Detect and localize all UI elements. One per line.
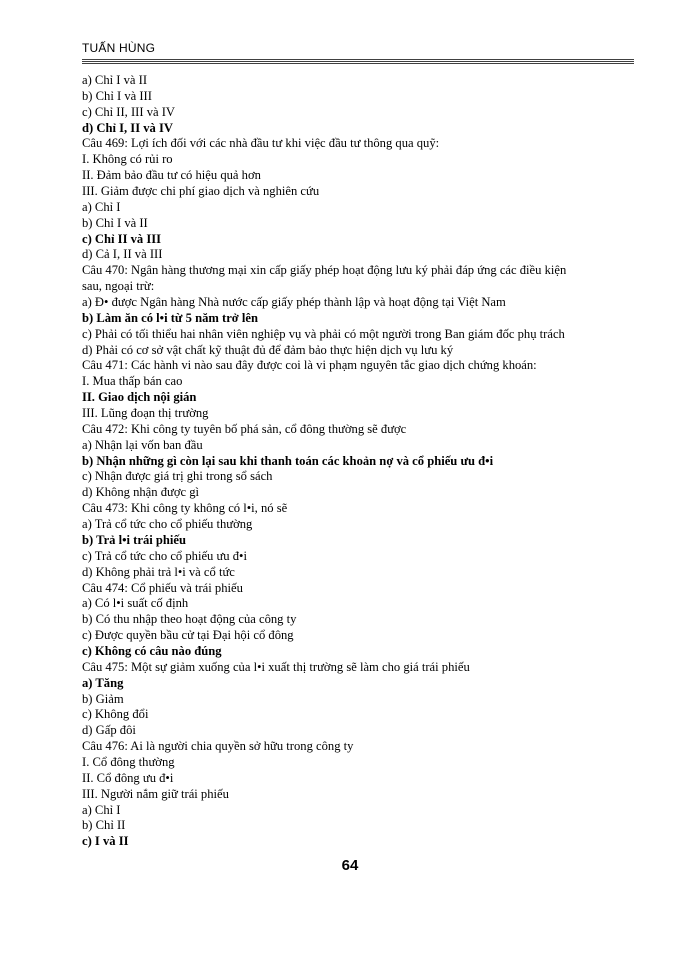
text-line: b) Chỉ I và II — [82, 215, 148, 230]
text-line: Câu 473: Khi công ty không có l•i, nó sẽ — [82, 501, 288, 516]
text-line: I. Mua thấp bán cao — [82, 374, 183, 389]
text-line: a) Chỉ I và II — [82, 73, 148, 87]
text-line: sau, ngoại trừ: — [82, 279, 155, 294]
text-line: a) Chỉ I — [82, 199, 121, 214]
text-line: b) Giảm — [82, 691, 124, 706]
text-line: b) Chỉ II — [82, 818, 126, 833]
text-line: Câu 474: Cổ phiếu và trái phiếu — [82, 580, 243, 595]
answer-line-correct: II. Giao dịch nội gián — [82, 390, 197, 405]
header-rule — [82, 59, 634, 65]
text-line: a) Chỉ I — [82, 802, 121, 817]
text-line: b) Chỉ I và III — [82, 88, 152, 103]
text-line: c) Chỉ II, III và IV — [82, 104, 176, 119]
text-line: a) Trả cổ tức cho cổ phiếu thường — [82, 517, 253, 532]
answer-line-correct: b) Trả l•i trái phiếu — [82, 532, 187, 547]
text-line: Câu 471: Các hành vi nào sau đây được coi là vi phạm nguyên tắc giao dịch chứng khoán: — [82, 358, 537, 373]
page-number: 64 — [341, 857, 359, 874]
document-body — [82, 73, 642, 850]
text-line: c) Phải có tối thiểu hai nhân viên nghiệp vụ và phải có một người trong Ban giám đốc phụ trách — [82, 326, 565, 341]
text-line: c) Nhận được giá trị ghi trong sổ sách — [82, 469, 273, 484]
text-line: Câu 472: Khi công ty tuyên bố phá sản, cổ đông thường sẽ được — [82, 421, 407, 436]
answer-line-correct: c) Không có câu nào đúng — [82, 643, 222, 658]
answer-line-correct: d) Chỉ I, II và IV — [82, 120, 173, 135]
text-line: Câu 476: Ai là người chia quyền sở hữu trong công ty — [82, 739, 354, 754]
text-line: II. Cổ đông ưu đ•i — [82, 770, 174, 785]
text-line: Câu 475: Một sự giảm xuống của l•i xuất thị trường sẽ làm cho giá trái phiếu — [82, 659, 470, 674]
text-line: III. Giảm được chi phí giao dịch và nghiên cứu — [82, 184, 320, 199]
answer-line-correct: c) Chỉ II và III — [82, 231, 162, 246]
text-line: c) Không đổi — [82, 707, 149, 722]
text-line: a) Đ• được Ngân hàng Nhà nước cấp giấy phép thành lập và hoạt động tại Việt Nam — [82, 295, 506, 310]
text-line: a) Nhận lại vốn ban đầu — [82, 437, 203, 452]
answer-line-correct: a) Tăng — [82, 675, 124, 690]
text-line: I. Cổ đông thường — [82, 754, 175, 769]
text-line: III. Lũng đoạn thị trường — [82, 406, 209, 421]
text-line: Câu 470: Ngân hàng thương mại xin cấp giấy phép hoạt động lưu ký phải đáp ứng các điều kiện — [82, 263, 567, 278]
text-line: I. Không có rủi ro — [82, 152, 173, 167]
text-line: d) Cả I, II và III — [82, 247, 163, 262]
text-line: c) Trả cổ tức cho cổ phiếu ưu đ•i — [82, 548, 247, 563]
text-line: d) Phải có cơ sở vật chất kỹ thuật đủ để đảm bảo thực hiện dịch vụ lưu ký — [82, 342, 454, 357]
text-line: d) Không nhận được gì — [82, 485, 200, 500]
answer-line-correct: b) Làm ăn có l•i từ 5 năm trở lên — [82, 310, 259, 325]
answer-line-correct: c) I và II — [82, 834, 129, 849]
text-line: c) Được quyền bầu cử tại Đại hội cổ đông — [82, 628, 294, 643]
page-header-title: TUẤN HÙNG — [82, 41, 156, 55]
text-line: Câu 469: Lợi ích đối với các nhà đầu tư khi việc đầu tư thông qua quỹ: — [82, 136, 440, 151]
text-line: II. Đảm bảo đầu tư có hiệu quả hơn — [82, 168, 261, 183]
text-line: b) Có thu nhập theo hoạt động của công ty — [82, 612, 297, 627]
text-line: a) Có l•i suất cố định — [82, 596, 189, 611]
answer-line-correct: b) Nhận những gì còn lại sau khi thanh toán các khoản nợ và cổ phiếu ưu đ•i — [82, 453, 494, 468]
text-line: III. Người nắm giữ trái phiếu — [82, 786, 229, 801]
text-line: d) Gấp đôi — [82, 723, 136, 738]
text-line: d) Không phải trả l•i và cổ tức — [82, 564, 235, 579]
